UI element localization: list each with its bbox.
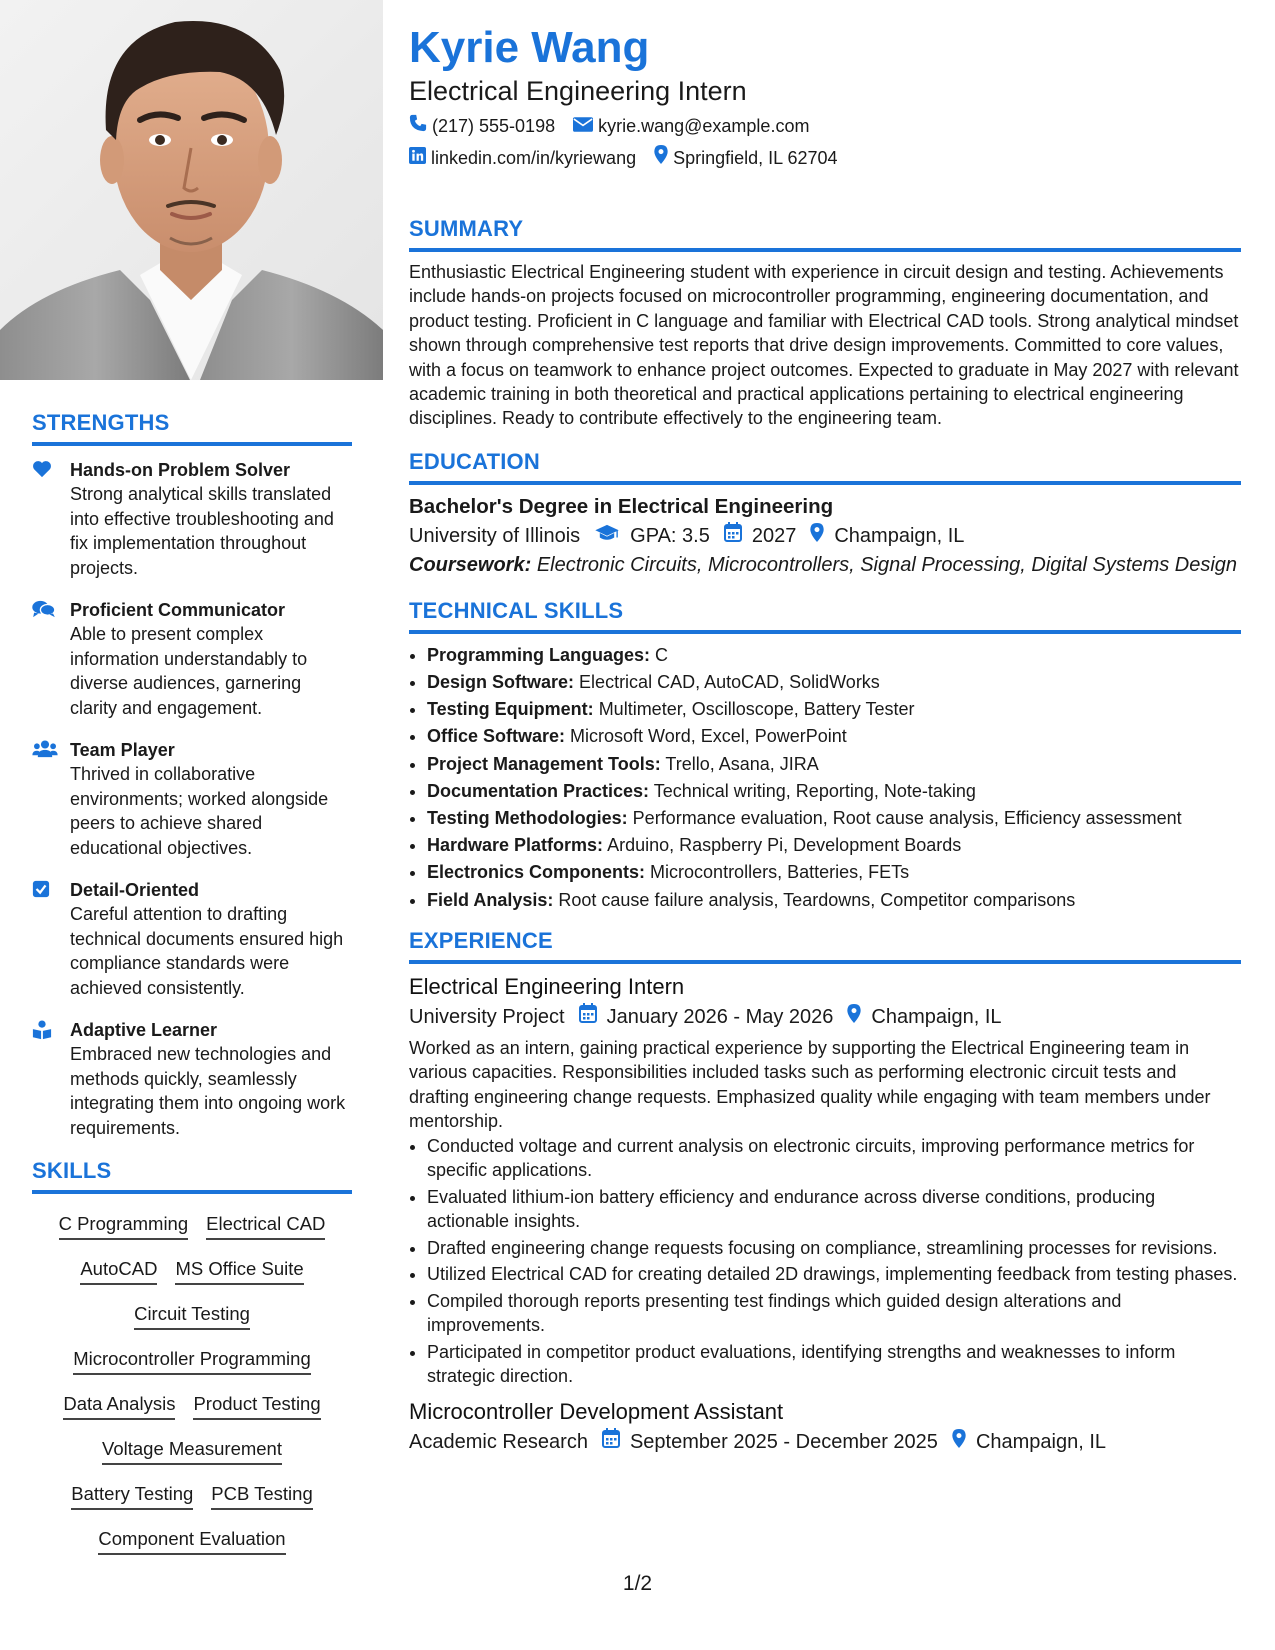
list-item: • Drafted engineering change requests focusing on compliance, streamlining processes for revisions. — [427, 1236, 1241, 1261]
list-item: • Testing Equipment: Multimeter, Oscilloscope, Battery Tester — [427, 696, 1241, 723]
list-item: • Project Management Tools: Trello, Asana, JIRA — [427, 751, 1241, 778]
list-item: • Field Analysis: Root cause failure analysis, Teardowns, Competitor comparisons — [427, 887, 1241, 914]
strength-desc: Strong analytical skills translated into effective troubleshooting and fix implementation throughout projects. — [70, 484, 334, 578]
experience-section — [409, 928, 1241, 1457]
list-item: • Office Software: Microsoft Word, Excel, PowerPoint — [427, 723, 1241, 750]
skill-tag: C Programming — [59, 1212, 189, 1240]
linkedin-link[interactable]: linkedin.com/in/kyriewang — [431, 147, 637, 168]
strength-desc: Thrived in collaborative environments; worked alongside peers to achieve shared educational objectives. — [70, 764, 329, 858]
technical-skills-section — [409, 598, 1241, 914]
calendar-icon — [577, 1002, 607, 1032]
list-item: • Design Software: Electrical CAD, AutoCAD, SolidWorks — [427, 669, 1241, 696]
list-item: • Testing Methodologies: Performance evaluation, Root cause analysis, Efficiency assessment — [427, 805, 1241, 832]
email-link[interactable]: kyrie.wang@example.com — [598, 116, 810, 136]
strength-desc: Embraced new technologies and methods quickly, seamlessly integrating them into ongoing work requirements. — [70, 1044, 346, 1138]
contact-row — [409, 114, 1241, 138]
users-icon — [32, 745, 58, 762]
skill-tag: Battery Testing — [71, 1482, 193, 1510]
skill-tag: Microcontroller Programming — [73, 1347, 310, 1375]
map-marker-icon — [950, 1427, 976, 1457]
degree-title: Bachelor's Degree in Electrical Engineering — [409, 494, 834, 518]
job-title: Electrical Engineering Intern — [409, 973, 685, 999]
page-number: 1/2 — [622, 1572, 653, 1595]
skill-tag: Component Evaluation — [98, 1527, 285, 1555]
skill-tag: Electrical CAD — [206, 1212, 325, 1240]
job-org: University Project — [409, 1005, 565, 1028]
skill-tag: Voltage Measurement — [102, 1437, 282, 1465]
main-content — [409, 22, 1241, 1457]
list-item: • Hardware Platforms: Arduino, Raspberry Pi, Development Boards — [427, 832, 1241, 859]
list-item: • Utilized Electrical CAD for creating detailed 2D drawings, implementing feedback from testing phases. — [427, 1262, 1241, 1287]
calendar-icon — [600, 1427, 630, 1457]
map-marker-icon — [845, 1002, 871, 1032]
heart-icon — [32, 465, 52, 482]
job-summary: Worked as an intern, gaining practical experience by supporting the Electrical Engineering team in various capacities. Responsibilities included tasks such as performing electronic circuit tests and drafting engineering change requests. Emphasized quality while engaging with team members under mentorship. — [409, 1037, 1211, 1132]
education-location: Champaign, IL — [834, 524, 965, 547]
skills-heading: SKILLS — [32, 1158, 352, 1194]
strength-title: Team Player — [70, 740, 175, 760]
coursework-label: Coursework: — [409, 553, 532, 576]
calendar-icon — [722, 521, 752, 551]
education-heading: EDUCATION — [409, 449, 1241, 485]
technical-skills-list — [409, 642, 1241, 914]
job-bullets — [409, 1134, 1241, 1389]
experience-heading: EXPERIENCE — [409, 928, 1241, 964]
school-name: University of Illinois — [409, 524, 581, 547]
skill-tag: AutoCAD — [80, 1257, 157, 1285]
map-marker-icon — [808, 521, 834, 551]
strength-desc: Careful attention to drafting technical documents ensured high compliance standards were achieved consistently. — [70, 904, 344, 998]
list-item: • Compiled thorough reports presenting test findings which guided design alterations and improvements. — [427, 1289, 1241, 1338]
education-section — [409, 449, 1241, 578]
strength-item — [32, 1018, 352, 1140]
strength-title: Detail-Oriented — [70, 880, 200, 900]
strength-item — [32, 458, 352, 580]
strengths-heading: STRENGTHS — [32, 410, 352, 446]
summary-text: Enthusiastic Electrical Engineering student with experience in circuit design and testing. Achievements include hands-on projects focused on microcontroller programming, engineering documentation, and product testing. Proficient in C language and familiar with Electrical CAD tools. Strong analytical mindset shown through comprehensive test reports that drive design improvements. Committed to core values, with a focus on teamwork to enhance project outcomes. Expected to graduate in May 2027 with relevant academic training in both theoretical and practical applications pertaining to electrical engineering disciplines. Ready to contribute effectively to the engineering team. — [409, 262, 1239, 429]
list-item: • Evaluated lithium-ion battery efficiency and endurance across diverse conditions, producing actionable insights. — [427, 1185, 1241, 1234]
list-item: • Electronics Components: Microcontrollers, Batteries, FETs — [427, 859, 1241, 886]
graduation-cap-icon — [592, 521, 630, 551]
gpa-text: GPA: 3.5 — [630, 524, 710, 547]
list-item: • Participated in competitor product evaluations, identifying strengths and weaknesses to inform strategic direction. — [427, 1340, 1241, 1389]
job-meta — [409, 1002, 1241, 1032]
book-reader-icon — [32, 1027, 52, 1044]
candidate-title: Electrical Engineering Intern — [409, 76, 747, 106]
list-item: • Documentation Practices: Technical writing, Reporting, Note-taking — [427, 778, 1241, 805]
phone-icon — [409, 114, 432, 138]
skill-tag: Data Analysis — [63, 1392, 175, 1420]
education-meta — [409, 521, 1241, 551]
list-item: • Programming Languages: C — [427, 642, 1241, 669]
coursework — [409, 553, 1241, 578]
skill-tag: MS Office Suite — [175, 1257, 303, 1285]
skills-list — [32, 1206, 352, 1572]
skill-tag: Circuit Testing — [134, 1302, 250, 1330]
job-location: Champaign, IL — [975, 1430, 1107, 1453]
sidebar — [0, 0, 383, 1650]
check-square-icon — [32, 885, 50, 902]
coursework-list: Electronic Circuits, Microcontrollers, Signal Processing, Digital Systems Design — [536, 553, 1238, 576]
contact-row — [409, 145, 1241, 170]
job-meta — [409, 1427, 1241, 1457]
strength-item — [32, 878, 352, 1000]
strength-title: Hands-on Problem Solver — [70, 460, 291, 480]
job-entry — [409, 972, 1241, 1389]
list-item: • Conducted voltage and current analysis on electronic circuits, improving performance metrics for specific applications. — [427, 1134, 1241, 1183]
job-dates: January 2026 - May 2026 — [606, 1005, 834, 1028]
job-dates: September 2025 - December 2025 — [629, 1430, 938, 1453]
skill-tag: PCB Testing — [211, 1482, 312, 1510]
location-text: Springfield, IL 62704 — [673, 147, 838, 168]
comments-icon — [32, 605, 56, 622]
map-marker-icon — [654, 145, 673, 170]
technical-skills-heading: TECHNICAL SKILLS — [409, 598, 1241, 634]
job-entry — [409, 1397, 1241, 1457]
profile-photo — [0, 0, 383, 380]
strength-item — [32, 738, 352, 860]
job-org: Academic Research — [409, 1430, 588, 1453]
summary-section — [409, 216, 1241, 431]
summary-heading: SUMMARY — [409, 216, 1241, 252]
strength-item — [32, 598, 352, 720]
candidate-name: Kyrie Wang — [409, 23, 650, 72]
strength-desc: Able to present complex information understandably to diverse audiences, garnering clarity and engagement. — [70, 624, 308, 718]
skill-tag: Product Testing — [193, 1392, 320, 1420]
envelope-icon — [573, 114, 598, 138]
linkedin-icon — [409, 146, 431, 170]
job-location: Champaign, IL — [871, 1005, 1002, 1028]
strength-title: Proficient Communicator — [70, 600, 286, 620]
phone-link[interactable]: (217) 555-0198 — [432, 116, 556, 136]
job-title: Microcontroller Development Assistant — [409, 1398, 784, 1424]
graduation-year: 2027 — [751, 524, 797, 547]
strength-title: Adaptive Learner — [70, 1020, 218, 1040]
